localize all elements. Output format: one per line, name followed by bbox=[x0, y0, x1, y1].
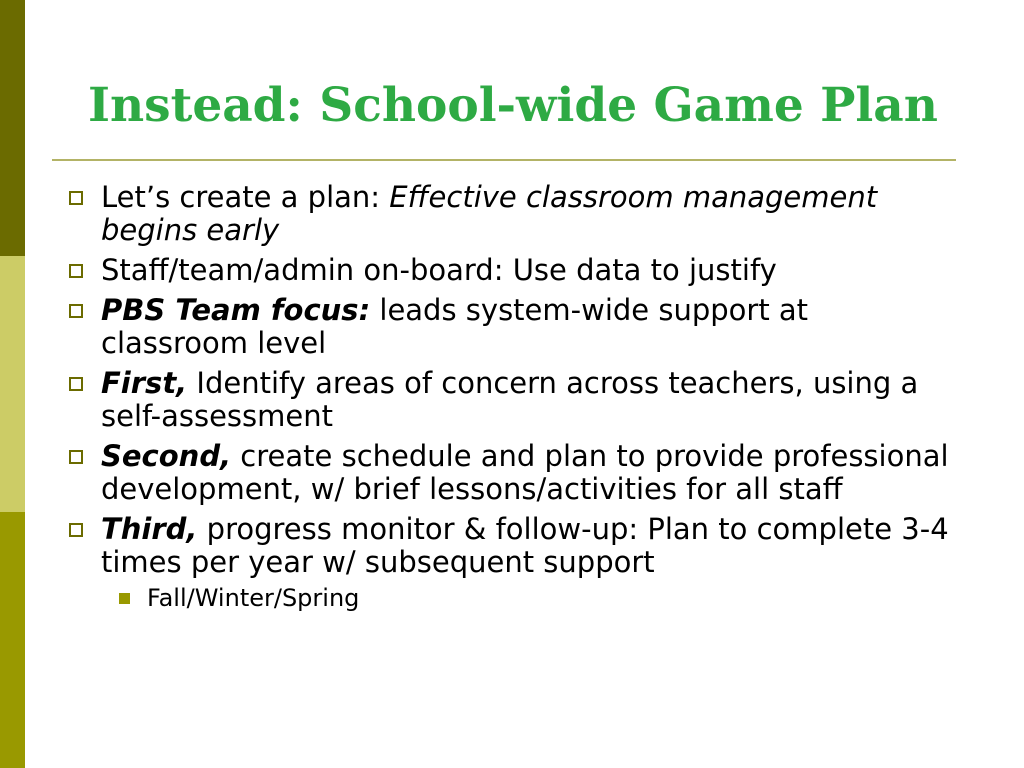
hollow-square-bullet-icon bbox=[69, 377, 83, 391]
bullet-emphasis: Third, bbox=[101, 512, 198, 546]
bullet-text: progress monitor & follow-up: Plan to complete 3-4 times per year w/ subsequent support bbox=[101, 512, 949, 579]
hollow-square-bullet-icon bbox=[69, 523, 83, 537]
bullet-item bbox=[62, 440, 962, 506]
bullet-item bbox=[62, 367, 962, 433]
side-bar-bottom-segment bbox=[0, 512, 25, 768]
bullet-emphasis: PBS Team focus: bbox=[101, 293, 371, 327]
hollow-square-bullet-icon bbox=[69, 264, 83, 278]
filled-square-bullet-icon bbox=[119, 593, 130, 604]
bullet-item bbox=[62, 254, 962, 287]
bullet-italic-text: Effective classroom management begins early bbox=[101, 180, 878, 247]
bullet-emphasis: First, bbox=[101, 366, 188, 400]
sub-bullet-item bbox=[101, 584, 962, 612]
side-bar-top-segment bbox=[0, 0, 25, 256]
bullet-text: create schedule and plan to provide professional development, w/ brief lessons/activities for all staff bbox=[101, 439, 949, 506]
bullet-list bbox=[62, 181, 962, 619]
bullet-item bbox=[62, 294, 962, 360]
title-divider bbox=[52, 159, 956, 161]
bullet-item bbox=[62, 513, 962, 612]
bullet-text: Staff/team/admin on-board: Use data to justify bbox=[101, 253, 777, 287]
bullet-text: Identify areas of concern across teachers, using a self-assessment bbox=[101, 366, 919, 433]
bullet-item bbox=[62, 181, 962, 247]
hollow-square-bullet-icon bbox=[69, 304, 83, 318]
side-bar-middle-segment bbox=[0, 256, 25, 512]
bullet-emphasis: Second, bbox=[101, 439, 232, 473]
hollow-square-bullet-icon bbox=[69, 191, 83, 205]
bullet-text: leads system-wide support at classroom level bbox=[101, 293, 809, 360]
side-accent-bar bbox=[0, 0, 25, 768]
slide-title: Instead: School-wide Game Plan bbox=[88, 78, 938, 133]
sub-bullet-list bbox=[101, 584, 962, 612]
sub-bullet-text: Fall/Winter/Spring bbox=[147, 584, 360, 612]
hollow-square-bullet-icon bbox=[69, 450, 83, 464]
bullet-text: Let’s create a plan: bbox=[101, 180, 390, 214]
